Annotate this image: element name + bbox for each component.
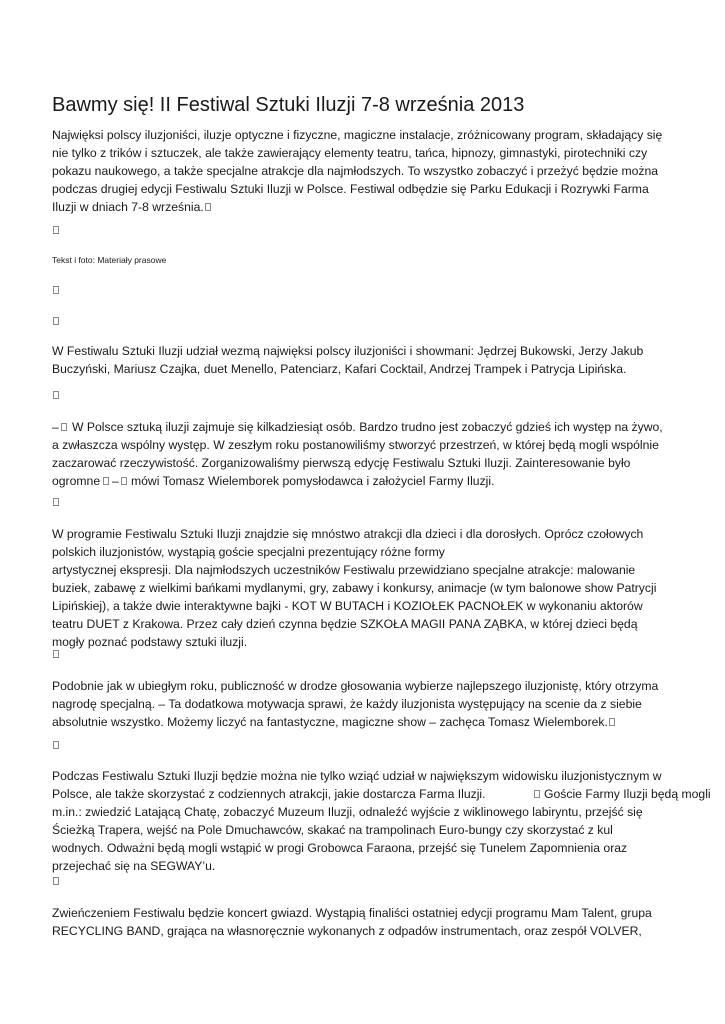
paragraph-line: RECYCLING BAND, grająca na własnoręcznie wykonanych z odpadów instrumentach, oraz zespół VOLVER,: [52, 924, 642, 938]
paragraph-line: Lipińskiej), a także dwie interaktywne bajki - KOT W BUTACH i KOZIOŁEK PACNOŁEK w wykonaniu aktorów: [52, 599, 643, 613]
paragraph-line: Podczas Festiwalu Sztuki Iluzji będzie można nie tylko wziąć udział w największym widowisku iluzjonistycznym w: [52, 769, 662, 783]
paragraph-line: Zwieńczeniem Festiwalu będzie koncert gwiazd. Wystąpią finaliści ostatniej edycji programu Mam Talent, grupa: [52, 906, 652, 920]
paragraph-line: Najwięksi polscy iluzjoniści, iluzje optyczne i fizyczne, magiczne instalacje, zróżnicowany program, składający się: [52, 128, 663, 142]
paragraph-line: Iluzji w dniach 7-8 września.: [52, 200, 204, 214]
missing-glyph-icon: [53, 650, 59, 658]
missing-glyph-icon: [121, 477, 127, 485]
paragraph-line: Goście Farmy Iluzji będą mogli: [544, 787, 711, 801]
paragraph-line: zaczarować rzeczywistość. Zorganizowaliśmy pierwszą edycję Festiwalu Sztuki Iluzji. Zainteresowanie było: [52, 456, 631, 470]
paragraph-line: wodnych. Odważni będą mogli wstąpić w progi Grobowca Faraona, przejść się Tunelem Zapomnienia oraz: [52, 841, 628, 855]
paragraph-line: W Polsce sztuką iluzji zajmuje się kilkadziesiąt osób. Bardzo trudno jest zobaczyć gdzieś ich występ na żywo,: [72, 420, 663, 434]
paragraph-line: przejechać się na SEGWAY’u.: [52, 859, 216, 873]
paragraph-line: Ścieżką Trapera, wejść na Pole Dmuchawców, skakać na trampolinach Euro-bungy czy skorzystać z kul: [52, 823, 613, 837]
missing-glyph-icon: [53, 877, 59, 885]
paragraph-line: nie tylko z trików i sztuczek, ale także zawierający elementy teatru, tańca, hipnozy, gimnastyki, pirotechniki czy: [52, 146, 648, 160]
missing-glyph-icon: [534, 790, 540, 798]
missing-glyph-icon: [609, 718, 615, 726]
paragraph-line: pokazu naukowego, a także specjalne atrakcje dla najmłodszych. To wszystko zobaczyć i przeżyć będzie można: [52, 164, 659, 178]
paragraph-line: Buczyński, Mariusz Czajka, duet Menello, Patenciarz, Kafari Cocktail, Andrzej Trampek i Patrycja Lipińska.: [52, 362, 627, 376]
article-title: Bawmy się! II Festiwal Sztuki Iluzji 7-8 września 2013: [52, 94, 525, 116]
paragraph-line: W programie Festiwalu Sztuki Iluzji znajdzie się mnóstwo atrakcji dla dzieci i dla dorosłych. Oprócz czołowych: [52, 527, 644, 541]
paragraph-line: mówi Tomasz Wielemborek pomysłodawca i założyciel Farmy Iluzji.: [131, 474, 495, 488]
missing-glyph-icon: [53, 226, 59, 234]
paragraph-line: mogły poznać podstawy sztuki iluzji.: [52, 635, 248, 649]
missing-glyph-icon: [53, 498, 59, 506]
paragraph-line: teatru DUET z Krakowa. Przez cały dzień czynna będzie SZKOŁA MAGII PANA ZĄBKA, w której dzieci będą: [52, 617, 638, 631]
missing-glyph-icon: [61, 423, 67, 431]
paragraph-line: Podobnie jak w ubiegłym roku, publiczność w drodze głosowania wybierze najlepszego iluzjonistę, który otrzyma: [52, 679, 659, 693]
paragraph-line: m.in.: zwiedzić Latającą Chatę, zobaczyć Muzeum Iluzji, odnaleźć wyjście z wiklinowego labiryntu, przejść się: [52, 805, 643, 819]
photo-caption: Tekst i foto: Materiały prasowe: [52, 255, 167, 265]
missing-glyph-icon: [53, 741, 59, 749]
paragraph-line: podczas drugiej edycji Festiwalu Sztuki Iluzji w Polsce. Festiwal odbędzie się Parku Edukacji i Rozrywki Farma: [52, 182, 649, 196]
paragraph-line: absolutnie wszystko. Możemy liczyć na fantastyczne, magiczne show – zachęca Tomasz Wielemborek.: [52, 715, 608, 729]
missing-glyph-icon: [103, 477, 109, 485]
paragraph-line: buziek, zabawę z wielkimi bańkami mydlanymi, gry, zabawy i konkursy, animacje (w tym balonowe show Patrycji: [52, 581, 657, 595]
paragraph-line: artystycznej ekspresji. Dla najmłodszych uczestników Festiwalu przewidziano specjalne atrakcje: malowanie: [52, 563, 636, 577]
paragraph-line: Polsce, ale także skorzystać z codziennych atrakcji, jakie dostarcza Farma Iluzji.: [52, 787, 486, 801]
missing-glyph-icon: [53, 391, 59, 399]
paragraph-line: nagrodę specjalną. – Ta dodatkowa motywacja sprawi, że każdy iluzjonista występujący na scenie da z siebie: [52, 697, 642, 711]
paragraph-line: polskich iluzjonistów, wystąpią goście specjalni prezentujący różne formy: [52, 545, 445, 559]
missing-glyph-icon: [53, 317, 59, 325]
paragraph-line: –: [112, 474, 119, 488]
paragraph-line: W Festiwalu Sztuki Iluzji udział wezmą najwięksi polscy iluzjoniści i showmani: Jędrzej Bukowski, Jerzy Jakub: [52, 344, 644, 358]
paragraph-line: –: [52, 420, 59, 434]
paragraph-line: a zwłaszcza wspólny występ. W zeszłym roku postanowiliśmy stworzyć przestrzeń, w której będą mogli wspólnie: [52, 438, 659, 452]
paragraph-line: ogromne: [52, 474, 101, 488]
missing-glyph-icon: [53, 286, 59, 294]
missing-glyph-icon: [205, 203, 211, 211]
